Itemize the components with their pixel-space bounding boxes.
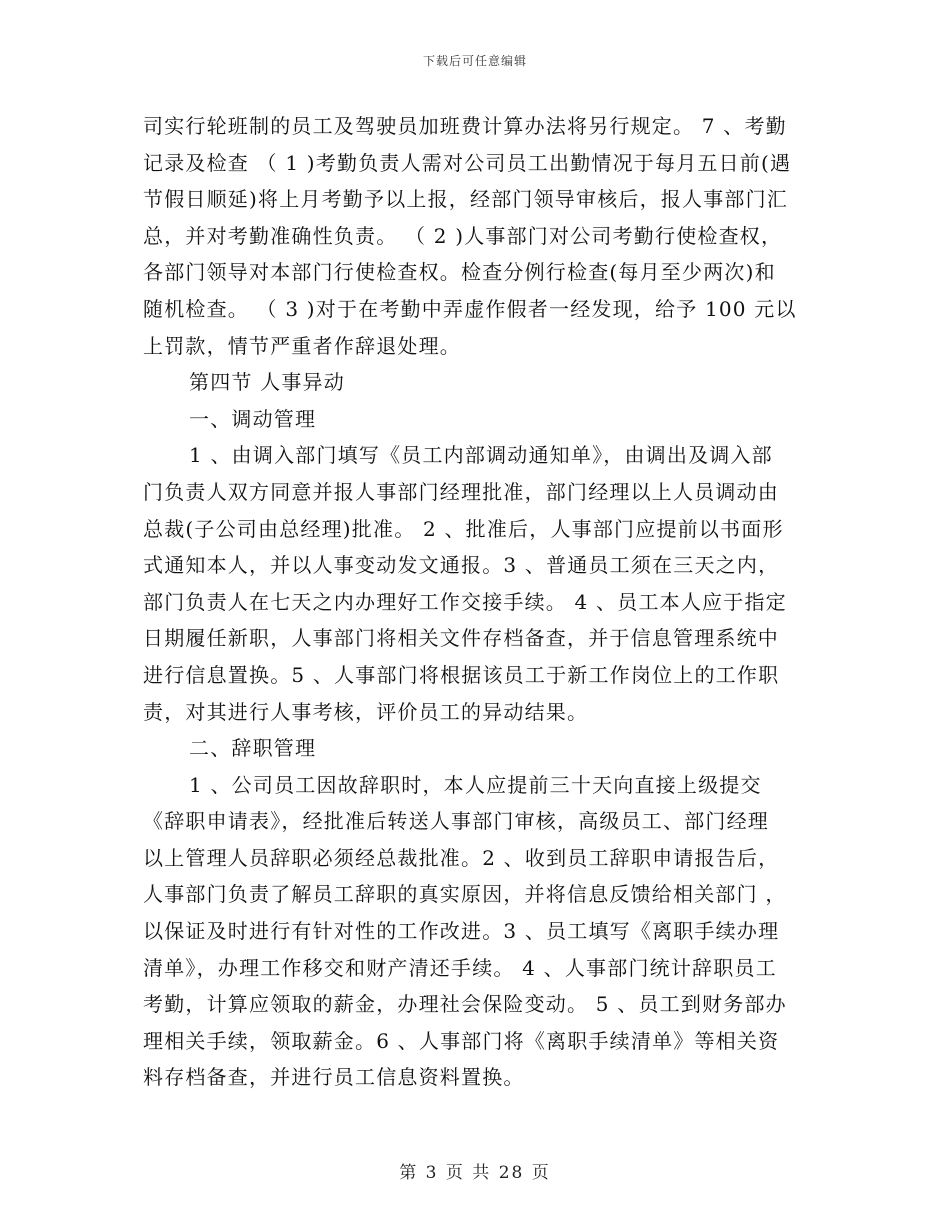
text-line: 日期履任新职，人事部门将相关文件存档备查，并于信息管理系统中: [143, 626, 779, 651]
text-line: 各部门领导对本部门行使检查权。检查分例行检查(每月至少两次)和: [143, 260, 776, 285]
text-line: 进行信息置换。5 、人事部门将根据该员工于新工作岗位上的工作职: [143, 662, 780, 687]
text-line: 1 、公司员工因故辞职时，本人应提前三十天向直接上级提交: [189, 772, 762, 797]
text-line: 料存档备查，并进行员工信息资料置换。: [143, 1065, 525, 1090]
subsection-heading-resignation: 二、辞职管理: [189, 736, 317, 761]
text-line: 人事部门负责了解员工辞职的真实原因，并将信息反馈给相关部门 ，: [143, 882, 787, 907]
text-line: 理相关手续，领取薪金。6 、人事部门将《离职手续清单》等相关资: [143, 1028, 780, 1053]
text-line: 司实行轮班制的员工及驾驶员加班费计算办法将另行规定。 7 、考勤: [143, 114, 787, 138]
paragraph-transfer: [143, 437, 808, 730]
document-body: [143, 108, 808, 1096]
paragraph-resignation: [143, 767, 808, 1096]
text-line: 清单》，办理工作移交和财产清还手续。 4 、人事部门统计辞职员工: [143, 955, 777, 980]
text-line: 《辞职申请表》，经批准后转送人事部门审核，高级员工、部门经理: [143, 809, 769, 834]
text-line: 考勤，计算应领取的薪金，办理社会保险变动。 5 、员工到财务部办: [143, 992, 787, 1017]
text-line: 随机检查。 （ 3 )对于在考勤中弄虚作假者一经发现，给予 100 元以: [143, 296, 797, 321]
page-header: 下载后可任意编辑: [422, 54, 527, 68]
text-line: 责，对其进行人事考核，评价员工的异动结果。: [143, 699, 589, 724]
text-line: 上罚款，情节严重者作辞退处理。: [143, 333, 461, 358]
text-line: 1 、由调入部门填写《员工内部调动通知单》，由调出及调入部: [189, 443, 773, 468]
text-line: 节假日顺延)将上月考勤予以上报，经部门领导审核后，报人事部门汇: [143, 187, 789, 212]
subsection-heading-transfer: 一、调动管理: [189, 406, 317, 431]
text-line: 总裁(子公司由总经理)批准。 2 、批准后，人事部门应提前以书面形: [143, 516, 784, 541]
page-number-footer: 第 3 页 共 28 页: [399, 1163, 551, 1183]
text-line: 记录及检查 （ 1 )考勤负责人需对公司员工出勤情况于每月五日前(遇: [143, 150, 792, 175]
text-line: 部门负责人在七天之内办理好工作交接手续。 4 、员工本人应于指定: [143, 589, 787, 614]
section-heading: 第四节 人事异动: [189, 370, 345, 395]
text-line: 门负责人双方同意并报人事部门经理批准，部门经理以上人员调动由: [143, 479, 779, 504]
text-line: 总，并对考勤准确性负责。 （ 2 )人事部门对公司考勤行使检查权，: [143, 223, 783, 248]
text-line: 以上管理人员辞职必须经总裁批准。2 、收到员工辞职申请报告后，: [143, 845, 780, 870]
paragraph-attendance: [143, 108, 808, 364]
text-line: 以保证及时进行有针对性的工作改进。3 、员工填写《离职手续办理: [143, 919, 780, 944]
text-line: 式通知本人，并以人事变动发文通报。3 、普通员工须在三天之内，: [143, 553, 780, 578]
